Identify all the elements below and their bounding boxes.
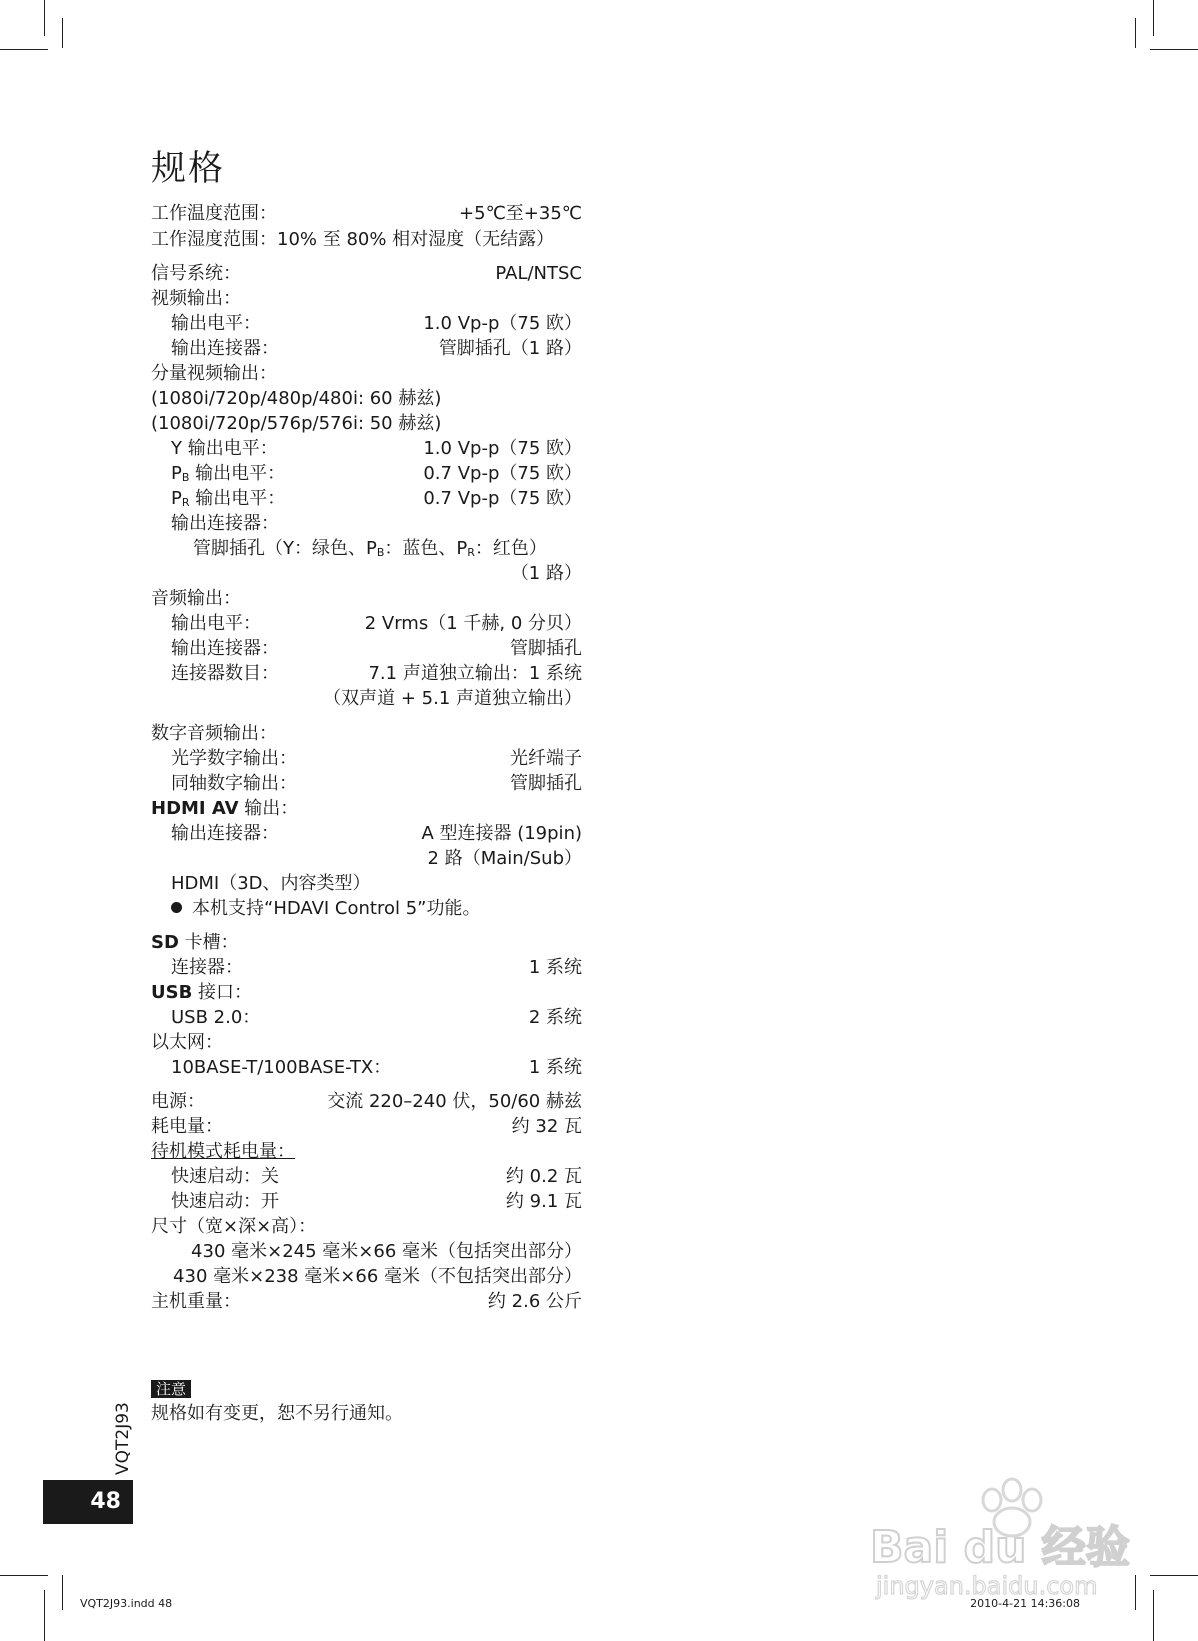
spec-value: 光纤端子 xyxy=(510,748,582,769)
spec-row xyxy=(151,1031,582,1055)
spec-label: 信号系统： xyxy=(151,263,241,284)
crop-mark xyxy=(62,1575,63,1610)
spec-label: 连接器： xyxy=(171,957,243,978)
spec-row xyxy=(151,337,582,361)
spec-label: 尺寸（宽×深×高）： xyxy=(151,1216,317,1237)
spec-label: 以太网： xyxy=(151,1032,223,1053)
spec-value: 管脚插孔 xyxy=(510,773,582,794)
spec-value: 0.7 Vp-p（75 欧） xyxy=(423,488,582,509)
side-model-code: VQT2J93 xyxy=(113,1402,133,1475)
spec-value: 1 系统 xyxy=(528,1057,582,1078)
spec-row xyxy=(151,1056,582,1080)
watermark-url: jingyan.baidu.com xyxy=(876,1572,1098,1600)
spec-label: HDMI（3D、内容类型） xyxy=(171,873,371,894)
spec-row xyxy=(151,462,582,486)
spec-row xyxy=(151,872,582,896)
spec-row xyxy=(151,562,582,586)
spec-row xyxy=(151,1240,582,1264)
spec-label: 输出连接器： xyxy=(171,638,279,659)
spec-label: SD 卡槽： xyxy=(151,932,239,953)
spec-row xyxy=(151,1090,582,1114)
note-text: 规格如有变更，恕不另行通知。 xyxy=(151,1403,403,1424)
spec-row xyxy=(151,587,582,611)
spec-row xyxy=(151,1265,582,1289)
spec-row xyxy=(151,228,582,252)
crop-mark xyxy=(62,18,63,48)
spec-label: 输出连接器： xyxy=(171,513,279,534)
spec-row xyxy=(151,437,582,461)
spec-label: 工作湿度范围：10% 至 80% 相对湿度（无结露） xyxy=(151,229,555,250)
spec-label: 待机模式耗电量： xyxy=(151,1141,295,1162)
spec-row xyxy=(151,537,582,561)
spec-value: （1 路） xyxy=(510,563,582,584)
crop-mark xyxy=(0,49,48,50)
spec-row xyxy=(151,612,582,636)
spec-row xyxy=(151,387,582,411)
spec-row xyxy=(151,822,582,846)
spec-value: 约 0.2 瓦 xyxy=(505,1166,582,1187)
crop-mark xyxy=(44,1590,45,1641)
spec-label: 管脚插孔（Y：绿色、$P_B$：蓝色、$P_R$：红色） xyxy=(193,538,547,559)
spec-row xyxy=(151,1165,582,1189)
spec-label: 本机支持“HDAVI Control 5”功能。 xyxy=(171,897,480,921)
spec-label: 主机重量： xyxy=(151,1291,241,1312)
spec-value: 管脚插孔（1 路） xyxy=(438,338,582,359)
spec-label: (1080i/720p/576p/576i: 50 赫兹) xyxy=(151,413,442,434)
page-number: 48 xyxy=(43,1480,133,1524)
spec-label: 输出电平： xyxy=(171,313,261,334)
spec-row xyxy=(151,687,582,711)
spec-label: $P_R$ 输出电平： xyxy=(171,488,286,509)
spec-value: 2 路（Main/Sub） xyxy=(427,848,582,869)
note-label: 注意 xyxy=(151,1380,191,1398)
spec-value: 管脚插孔 xyxy=(510,638,582,659)
spec-label: 电源： xyxy=(151,1091,205,1112)
spec-label: USB 接口： xyxy=(151,982,253,1003)
spec-row xyxy=(151,772,582,796)
spec-row xyxy=(151,956,582,980)
spec-value: 约 2.6 公斤 xyxy=(487,1291,582,1312)
spec-label: 输出连接器： xyxy=(171,338,279,359)
spec-row xyxy=(151,897,582,921)
spec-label: HDMI AV 输出： xyxy=(151,798,299,819)
baidu-jingyan-watermark xyxy=(860,1470,1160,1600)
spec-row xyxy=(151,1140,582,1164)
spec-row xyxy=(151,847,582,871)
spec-label: 同轴数字输出： xyxy=(171,773,297,794)
spec-row xyxy=(151,362,582,386)
footer-file: VQT2J93.indd 48 xyxy=(80,1597,173,1610)
spec-row xyxy=(151,1006,582,1030)
spec-row xyxy=(151,262,582,286)
spec-row xyxy=(151,512,582,536)
spec-value: 约 32 瓦 xyxy=(511,1116,582,1137)
page-title: 规格 xyxy=(151,149,226,189)
spec-label: 工作温度范围： xyxy=(151,203,277,224)
spec-value: 约 9.1 瓦 xyxy=(505,1191,582,1212)
crop-mark xyxy=(44,0,45,36)
spec-label: 快速启动：关 xyxy=(171,1166,279,1187)
spec-value: 1.0 Vp-p（75 欧） xyxy=(423,313,582,334)
spec-row xyxy=(151,1115,582,1139)
spec-value: +5℃至+35℃ xyxy=(459,203,582,224)
spec-row xyxy=(151,1215,582,1239)
spec-label: (1080i/720p/480p/480i: 60 赫兹) xyxy=(151,388,442,409)
spec-label: 分量视频输出： xyxy=(151,363,277,384)
spec-row xyxy=(151,637,582,661)
spec-row xyxy=(151,312,582,336)
crop-mark xyxy=(0,1575,48,1576)
spec-label: Y 输出电平： xyxy=(171,438,278,459)
spec-row xyxy=(151,722,582,746)
spec-value: PAL/NTSC xyxy=(495,263,582,284)
spec-row xyxy=(151,981,582,1005)
spec-row xyxy=(151,1290,582,1314)
watermark-logo: Bai du 经验 xyxy=(870,1522,1130,1573)
spec-value: 7.1 声道独立输出：1 系统 xyxy=(368,663,582,684)
spec-value: 0.7 Vp-p（75 欧） xyxy=(423,463,582,484)
spec-value: 2 Vrms（1 千赫, 0 分贝） xyxy=(364,613,582,634)
spec-value: A 型连接器 (19pin) xyxy=(421,823,582,844)
spec-row xyxy=(151,931,582,955)
spec-label: USB 2.0： xyxy=(171,1007,261,1028)
crop-mark xyxy=(1150,49,1198,50)
spec-value: 430 毫米×245 毫米×66 毫米（包括突出部分） xyxy=(191,1241,582,1262)
spec-row xyxy=(151,1190,582,1214)
spec-label: $P_B$ 输出电平： xyxy=(171,463,286,484)
spec-row xyxy=(151,412,582,436)
spec-value: （双声道 + 5.1 声道独立输出） xyxy=(323,688,582,709)
spec-label: 快速启动：开 xyxy=(171,1191,279,1212)
spec-row xyxy=(151,487,582,511)
spec-label: 音频输出： xyxy=(151,588,241,609)
spec-label: 数字音频输出： xyxy=(151,723,277,744)
spec-value: 2 系统 xyxy=(528,1007,582,1028)
spec-row xyxy=(151,202,582,226)
spec-label: 视频输出： xyxy=(151,288,241,309)
spec-label: 输出电平： xyxy=(171,613,261,634)
spec-row xyxy=(151,797,582,821)
spec-label: 光学数字输出： xyxy=(171,748,297,769)
spec-label: 连接器数目： xyxy=(171,663,279,684)
spec-label: 输出连接器： xyxy=(171,823,279,844)
spec-value: 430 毫米×238 毫米×66 毫米（不包括突出部分） xyxy=(173,1266,582,1287)
spec-row xyxy=(151,662,582,686)
crop-mark xyxy=(1153,0,1154,36)
spec-label: 耗电量： xyxy=(151,1116,223,1137)
spec-value: 1.0 Vp-p（75 欧） xyxy=(423,438,582,459)
spec-value: 交流 220–240 伏，50/60 赫兹 xyxy=(327,1091,582,1112)
footer-timestamp: 2010-4-21 14:36:08 xyxy=(970,1597,1080,1610)
spec-value: 1 系统 xyxy=(528,957,582,978)
crop-mark xyxy=(1135,18,1136,48)
spec-label: 10BASE-T/100BASE-TX： xyxy=(171,1057,392,1078)
spec-row xyxy=(151,287,582,311)
bullet-icon xyxy=(171,902,182,913)
spec-row xyxy=(151,747,582,771)
